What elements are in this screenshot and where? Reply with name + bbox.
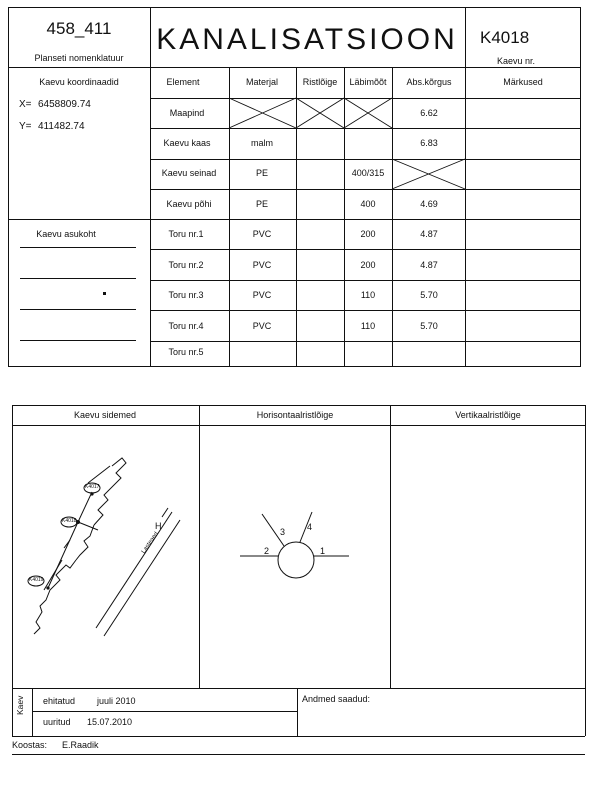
col-header-diameter: Läbimõõt (349, 77, 387, 87)
street-name: Lasteaed (140, 531, 160, 555)
table-row-abs: 4.87 (420, 229, 438, 239)
table-row-diameter: 110 (360, 321, 376, 331)
table-row-element: Toru nr.3 (168, 290, 204, 300)
x-coordinate: 6458809.74 (38, 99, 91, 110)
table-row-element: Kaevu kaas (163, 138, 211, 148)
street-letter: H (155, 521, 162, 531)
location-title: Kaevu asukoht (36, 229, 96, 239)
col-header-element: Element (166, 77, 200, 87)
y-coordinate: 411482.74 (38, 121, 85, 132)
built-label: ehitatud (43, 696, 76, 706)
links-title: Kaevu sidemed (73, 410, 137, 420)
table-row-diameter: 110 (360, 290, 376, 300)
table-row-abs: 6.62 (420, 108, 438, 118)
table-row-abs: 4.69 (420, 199, 438, 209)
author-label: Koostas: (12, 740, 48, 750)
y-label: Y= (19, 121, 32, 132)
table-row-material: PVC (252, 260, 272, 270)
well-tag: K4017 (85, 484, 100, 490)
coords-title: Kaevu koordinaadid (39, 77, 119, 87)
table-row-element: Maapind (169, 108, 205, 118)
table-row-diameter: 200 (360, 229, 376, 239)
footer-side-label: Kaev (15, 695, 25, 715)
well-id: K4018 (480, 28, 530, 47)
table-row-abs: 5.70 (420, 321, 438, 331)
table-row-material: malm (251, 138, 273, 148)
x-label: X= (19, 99, 32, 110)
sheet-number: 458_411 (46, 19, 112, 38)
surveyed-label: uuritud (43, 717, 71, 727)
well-tag: K4018 (62, 518, 77, 524)
table-row-element: Toru nr.4 (168, 321, 204, 331)
built-value: juuli 2010 (97, 696, 136, 706)
table-row-material: PVC (252, 321, 272, 331)
well-caption: Kaevu nr. (497, 56, 536, 66)
pipe-number-label: 2 (264, 546, 270, 556)
table-row-abs: 6.83 (420, 138, 438, 148)
pipe-number-label: 3 (280, 527, 286, 537)
table-row-abs: 4.87 (420, 260, 438, 270)
col-header-cross-section: Ristlõige (302, 77, 338, 87)
vertical-section-title: Vertikaalristlõige (455, 410, 521, 420)
table-row-element: Toru nr.5 (168, 347, 204, 357)
table-row-material: PVC (252, 229, 272, 239)
author-name: E.Raadik (62, 740, 99, 750)
table-row-diameter: 200 (360, 260, 376, 270)
pipe-number-label: 4 (307, 522, 313, 532)
table-row-element: Kaevu seinad (161, 168, 217, 178)
table-row-material: PVC (252, 290, 272, 300)
table-row-element: Kaevu põhi (166, 199, 212, 209)
col-header-material: Materjal (245, 77, 279, 87)
horizontal-section-title: Horisontaalristlõige (256, 410, 334, 420)
table-row-element: Toru nr.1 (168, 229, 204, 239)
table-row-material: PE (255, 168, 269, 178)
table-row-material: PE (255, 199, 269, 209)
sheet-caption: Planseti nomenklatuur (34, 53, 124, 63)
table-row-diameter: 400/315 (351, 168, 385, 178)
pipe-number-label: 1 (320, 546, 326, 556)
col-header-notes: Märkused (503, 77, 543, 87)
col-header-abs-height: Abs.kõrgus (406, 77, 452, 87)
page-title: KANALISATSIOON (156, 23, 458, 56)
well-tag: K4019 (29, 577, 44, 583)
data-obtained-label: Andmed saadud: (302, 694, 371, 704)
surveyed-value: 15.07.2010 (87, 717, 133, 727)
table-row-element: Toru nr.2 (168, 260, 204, 270)
table-row-abs: 5.70 (420, 290, 438, 300)
table-row-diameter: 400 (360, 199, 376, 209)
